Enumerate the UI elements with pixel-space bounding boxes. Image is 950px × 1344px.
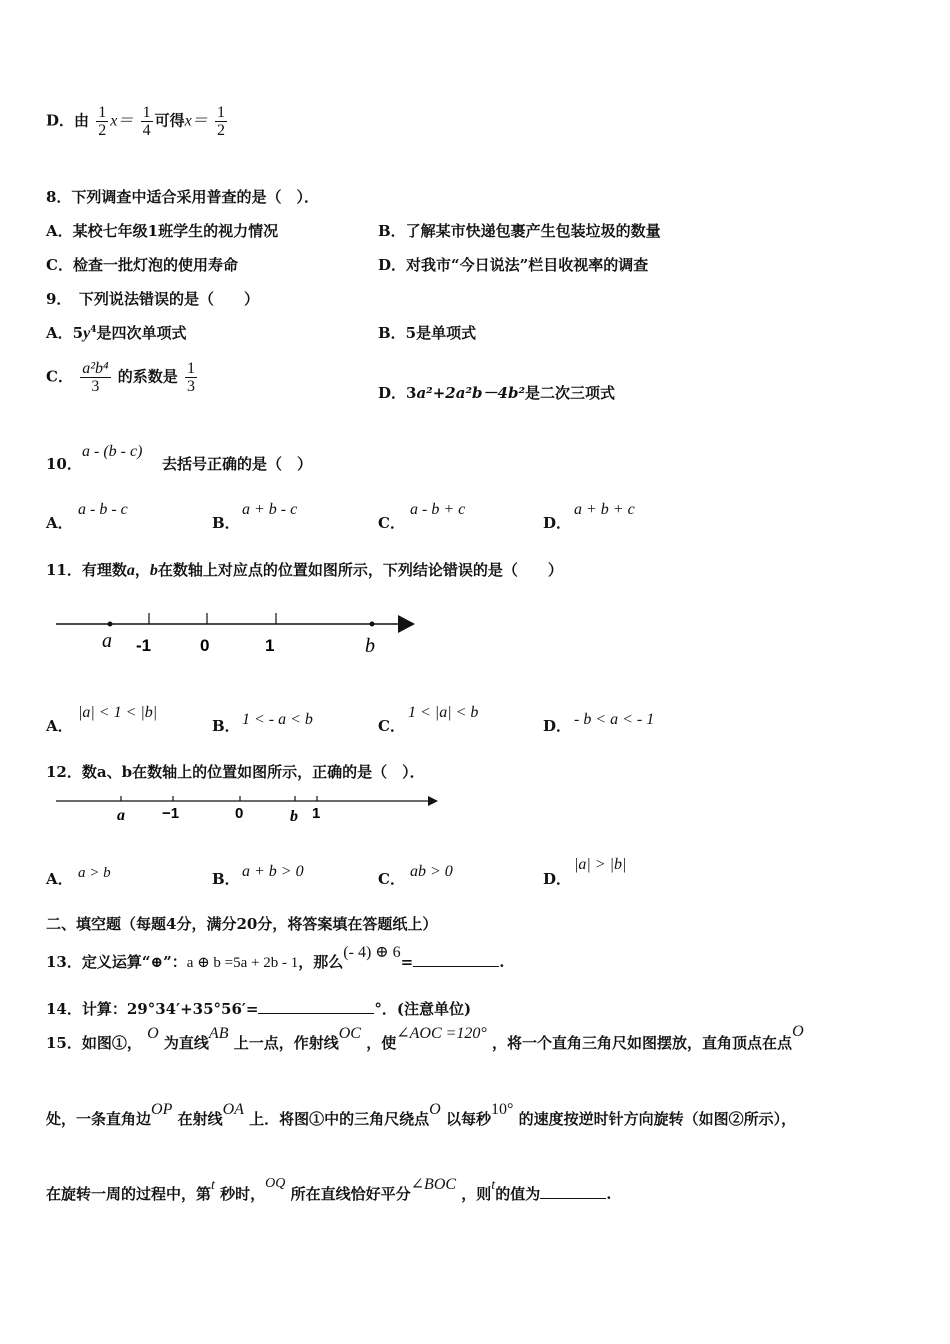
answer-blank[interactable]: [258, 1013, 374, 1014]
q12-label-d: D．: [543, 870, 572, 888]
q13-line: 13．定义运算“⊕”：a ⊕ b =5a + 2b - 1，那么(- 4) ⊕ 6= .: [46, 944, 505, 971]
q9-option-a: A．$5y^4$是四次单项式: [46, 324, 187, 342]
q10-option-b: a + b - c: [242, 501, 298, 518]
q11-stem: 11．有理数a，b在数轴上对应点的位置如图所示，下列结论错误的是（ ）: [46, 561, 563, 579]
q12-label-b: B．: [212, 870, 240, 888]
label-m1: -1: [136, 636, 152, 655]
fraction: $\frac{1}{3}$: [187, 360, 196, 395]
label-1: 1: [265, 636, 275, 655]
q10-stem: 去括号正确的是（ ）: [162, 455, 313, 473]
q14-line: 14．计算：29°34′+35°56′= °．(注意单位): [46, 1000, 472, 1018]
q12-label-c: C．: [378, 870, 405, 888]
q8-option-c: C．检查一批灯泡的使用寿命: [46, 256, 238, 274]
q12-option-c: ab > 0: [410, 863, 453, 880]
q11-option-b: 1 < - a < b: [242, 711, 313, 728]
q10-label-c: C．: [378, 514, 405, 532]
point-b: [370, 622, 375, 627]
fraction: $\frac{\text{a²b⁴}}{3}$: [82, 360, 109, 395]
q10-label-d: D．: [543, 514, 572, 532]
answer-blank[interactable]: [413, 966, 499, 967]
q10-option-a: a - b - c: [78, 501, 128, 518]
q10-label-a: A．: [46, 514, 73, 532]
q10-label-b: B．: [212, 514, 240, 532]
q9-option-c: C． $\frac{\text{a²b⁴}}{3}$ 的系数是 $\frac{1}{3}$: [46, 360, 196, 395]
q9-stem: 9． 下列说法错误的是（ ）: [46, 290, 259, 308]
q11-label-b: B．: [212, 717, 240, 735]
q12-stem: 12．数a、b在数轴上的位置如图所示，正确的是（ ）．: [46, 763, 425, 781]
label-a: a: [117, 807, 125, 824]
q11-option-d: - b < a < - 1: [574, 711, 655, 728]
fraction: $\frac{1}{2}$: [216, 104, 225, 139]
q11-label-a: A．: [46, 717, 73, 735]
q15-line-3: 在旋转一周的过程中，第t 秒时，OQ 所在直线恰好平分∠BOC ，则t的值为 .: [46, 1176, 612, 1203]
q12-number-line: [50, 788, 450, 828]
q9-option-b: B．5是单项式: [378, 324, 477, 342]
q7-option-d: D．由 $\frac{1}{2}$ x＝ $\frac{1}{4}$ 可得x＝ $\frac{1}{2}$: [46, 104, 225, 139]
q11-option-a: |a| < 1 < |b|: [78, 704, 158, 721]
answer-blank[interactable]: [540, 1198, 606, 1199]
q11-option-c: 1 < |a| < b: [408, 704, 479, 721]
q11-label-c: C．: [378, 717, 405, 735]
label-b: b: [365, 635, 375, 657]
q10-option-d: a + b + c: [574, 501, 635, 518]
q12-option-a: a > b: [78, 865, 111, 881]
q12-label-a: A．: [46, 870, 73, 888]
q8-option-a: A．某校七年级1班学生的视力情况: [46, 222, 279, 240]
q11-number-line: [50, 600, 430, 665]
q11-label-d: D．: [543, 717, 572, 735]
fraction: $\frac{1}{2}$: [98, 104, 107, 139]
q8-stem: 8．下列调查中适合采用普查的是（ ）．: [46, 188, 319, 206]
q12-option-b: a + b > 0: [242, 863, 304, 880]
q15-line-2: 处，一条直角边OP 在射线OA 上．将图①中的三角尺绕点O 以每秒10° 的速度按逆时针方向旋转（如图②所示），: [46, 1101, 797, 1128]
q10-num: 10．: [46, 455, 82, 473]
section-2-title: 二、填空题（每题4分，满分20分，将答案填在答题纸上）: [46, 915, 438, 933]
q10-option-c: a - b + c: [410, 501, 466, 518]
q15-line-1: 15．如图①， O 为直线AB 上一点，作射线OC ，使∠AOC =120° ，将一个直角三角尺如图摆放，直角顶点在点O: [46, 1023, 804, 1052]
label-0: 0: [235, 805, 244, 822]
label-a: a: [102, 630, 112, 652]
arrow-icon: [398, 615, 415, 633]
label-0: 0: [200, 636, 210, 655]
arrow-icon: [428, 796, 438, 806]
q12-option-d: |a| > |b|: [574, 856, 627, 873]
q8-option-d: D．对我市“今日说法”栏目收视率的调查: [378, 256, 649, 274]
fraction: $\frac{1}{4}$: [142, 104, 151, 139]
q8-option-b: B．了解某市快递包裹产生包装垃圾的数量: [378, 222, 661, 240]
label-b: b: [290, 808, 298, 825]
q9-option-d: D．3a²+2a²b－4b²是二次三项式: [378, 384, 616, 402]
label-m1: −1: [162, 805, 180, 822]
label-1: 1: [312, 805, 321, 822]
q10-expression: a - (b - c): [82, 443, 143, 460]
point-a: [108, 622, 113, 627]
